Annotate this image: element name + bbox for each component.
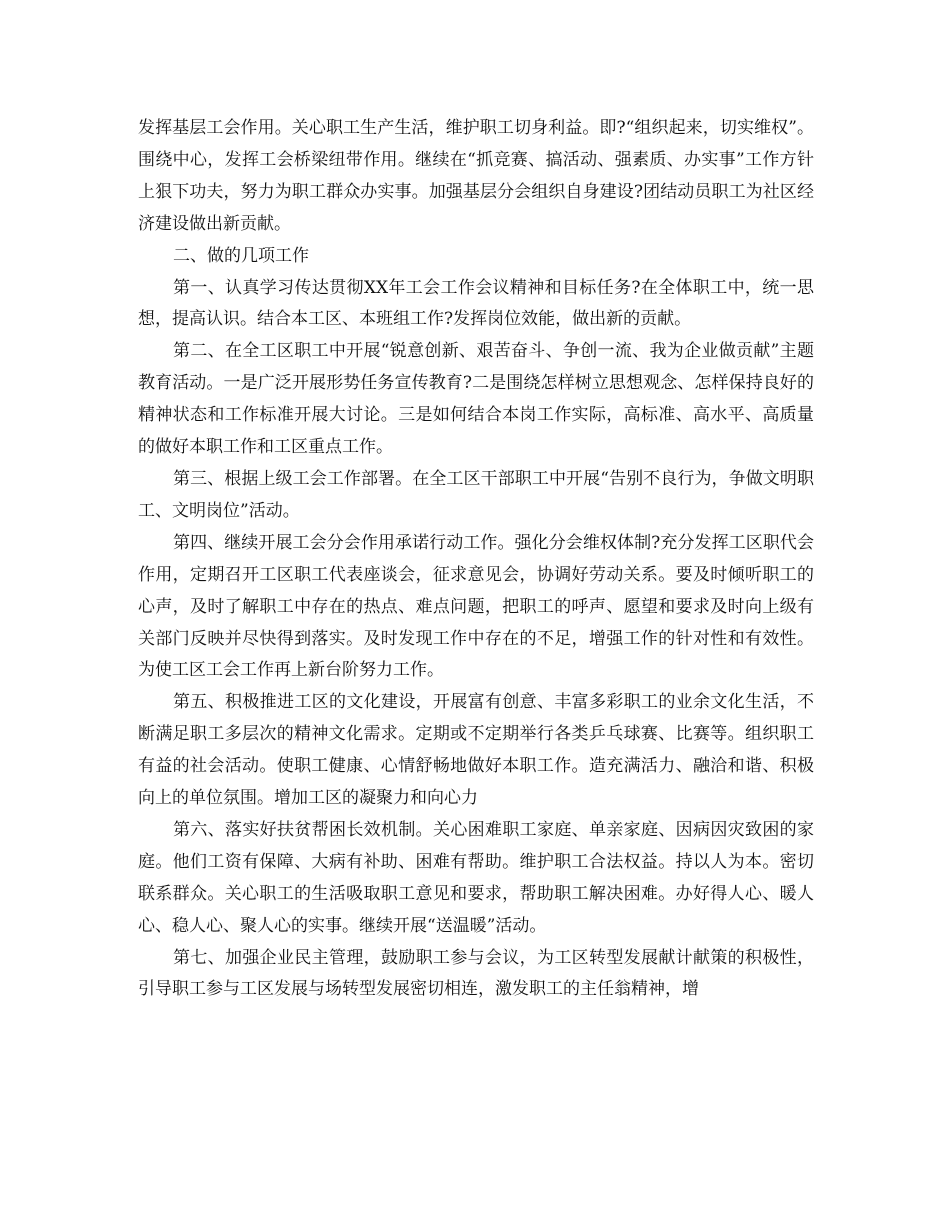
paragraph-item-3: 第三、根据上级工会工作部署。在全工区干部职工中开展“告别不良行为，争做文明职工、文明岗位”活动。: [138, 468, 814, 521]
paragraph-item-5: 第五、积极推进工区的文化建设，开展富有创意、丰富多彩职工的业余文化生活，不断满足职工多层次的精神文化需求。定期或不定期举行各类乒乓球赛、比赛等。组织职工有益的社会活动。使职工健康、心情舒畅地做好本职工作。造充满活力、融洽和谐、积极向上的单位氛围。增加工区的凝聚力和向心力: [138, 692, 814, 809]
paragraph-item-7: 第七、加强企业民主管理，鼓励职工参与会议，为工区转型发展献计献策的积极性，引导职工参与工区发展与场转型发展密切相连，激发职工的主任翁精神，增: [138, 947, 814, 1000]
paragraph-item-4: 第四、继续开展工会分会作用承诺行动工作。强化分会维权体制?充分发挥工区职代会作用，定期召开工区职工代表座谈会，征求意见会，协调好劳动关系。要及时倾听职工的心声，及时了解职工中存在的热点、难点问题，把职工的呼声、愿望和要求及时向上级有关部门反映并尽快得到落实。及时发现工作中存在的不足，增强工作的针对性和有效性。为使工区工会工作再上新台阶努力工作。: [138, 532, 814, 681]
paragraph-intro-continued: 发挥基层工会作用。关心职工生产生活，维护职工切身利益。即?“组织起来，切实维权”。围绕中心，发挥工会桥梁纽带作用。继续在“抓竞赛、搞活动、强素质、办实事”工作方针上狠下功夫，努力为职工群众办实事。加强基层分会组织自身建设?团结动员职工为社区经济建设做出新贡献。: [138, 118, 814, 234]
paragraph-item-1: 第一、认真学习传达贯彻XX年工会工作会议精神和目标任务?在全体职工中，统一思想，提高认识。结合本工区、本班组工作?发挥岗位效能，做出新的贡献。: [138, 277, 814, 330]
section-heading: 二、做的几项工作: [173, 245, 309, 266]
paragraph-item-6: 第六、落实好扶贫帮困长效机制。关心困难职工家庭、单亲家庭、因病因灾致困的家庭。他们工资有保障、大病有补助、困难有帮助。维护职工合法权益。持以人为本。密切联系群众。关心职工的生活吸取职工意见和要求，帮助职工解决困难。办好得人心、暖人心、稳人心、聚人心的实事。继续开展“送温暖”活动。: [138, 819, 814, 936]
document-body: [138, 113, 814, 1006]
paragraph-item-2: 第二、在全工区职工中开展“锐意创新、艰苦奋斗、争创一流、我为企业做贡献”主题教育活动。一是广泛开展形势任务宣传教育?二是围绕怎样树立思想观念、怎样保持良好的精神状态和工作标准开展大讨论。三是如何结合本岗工作实际，高标准、高水平、高质量的做好本职工作和工区重点工作。: [138, 341, 814, 458]
